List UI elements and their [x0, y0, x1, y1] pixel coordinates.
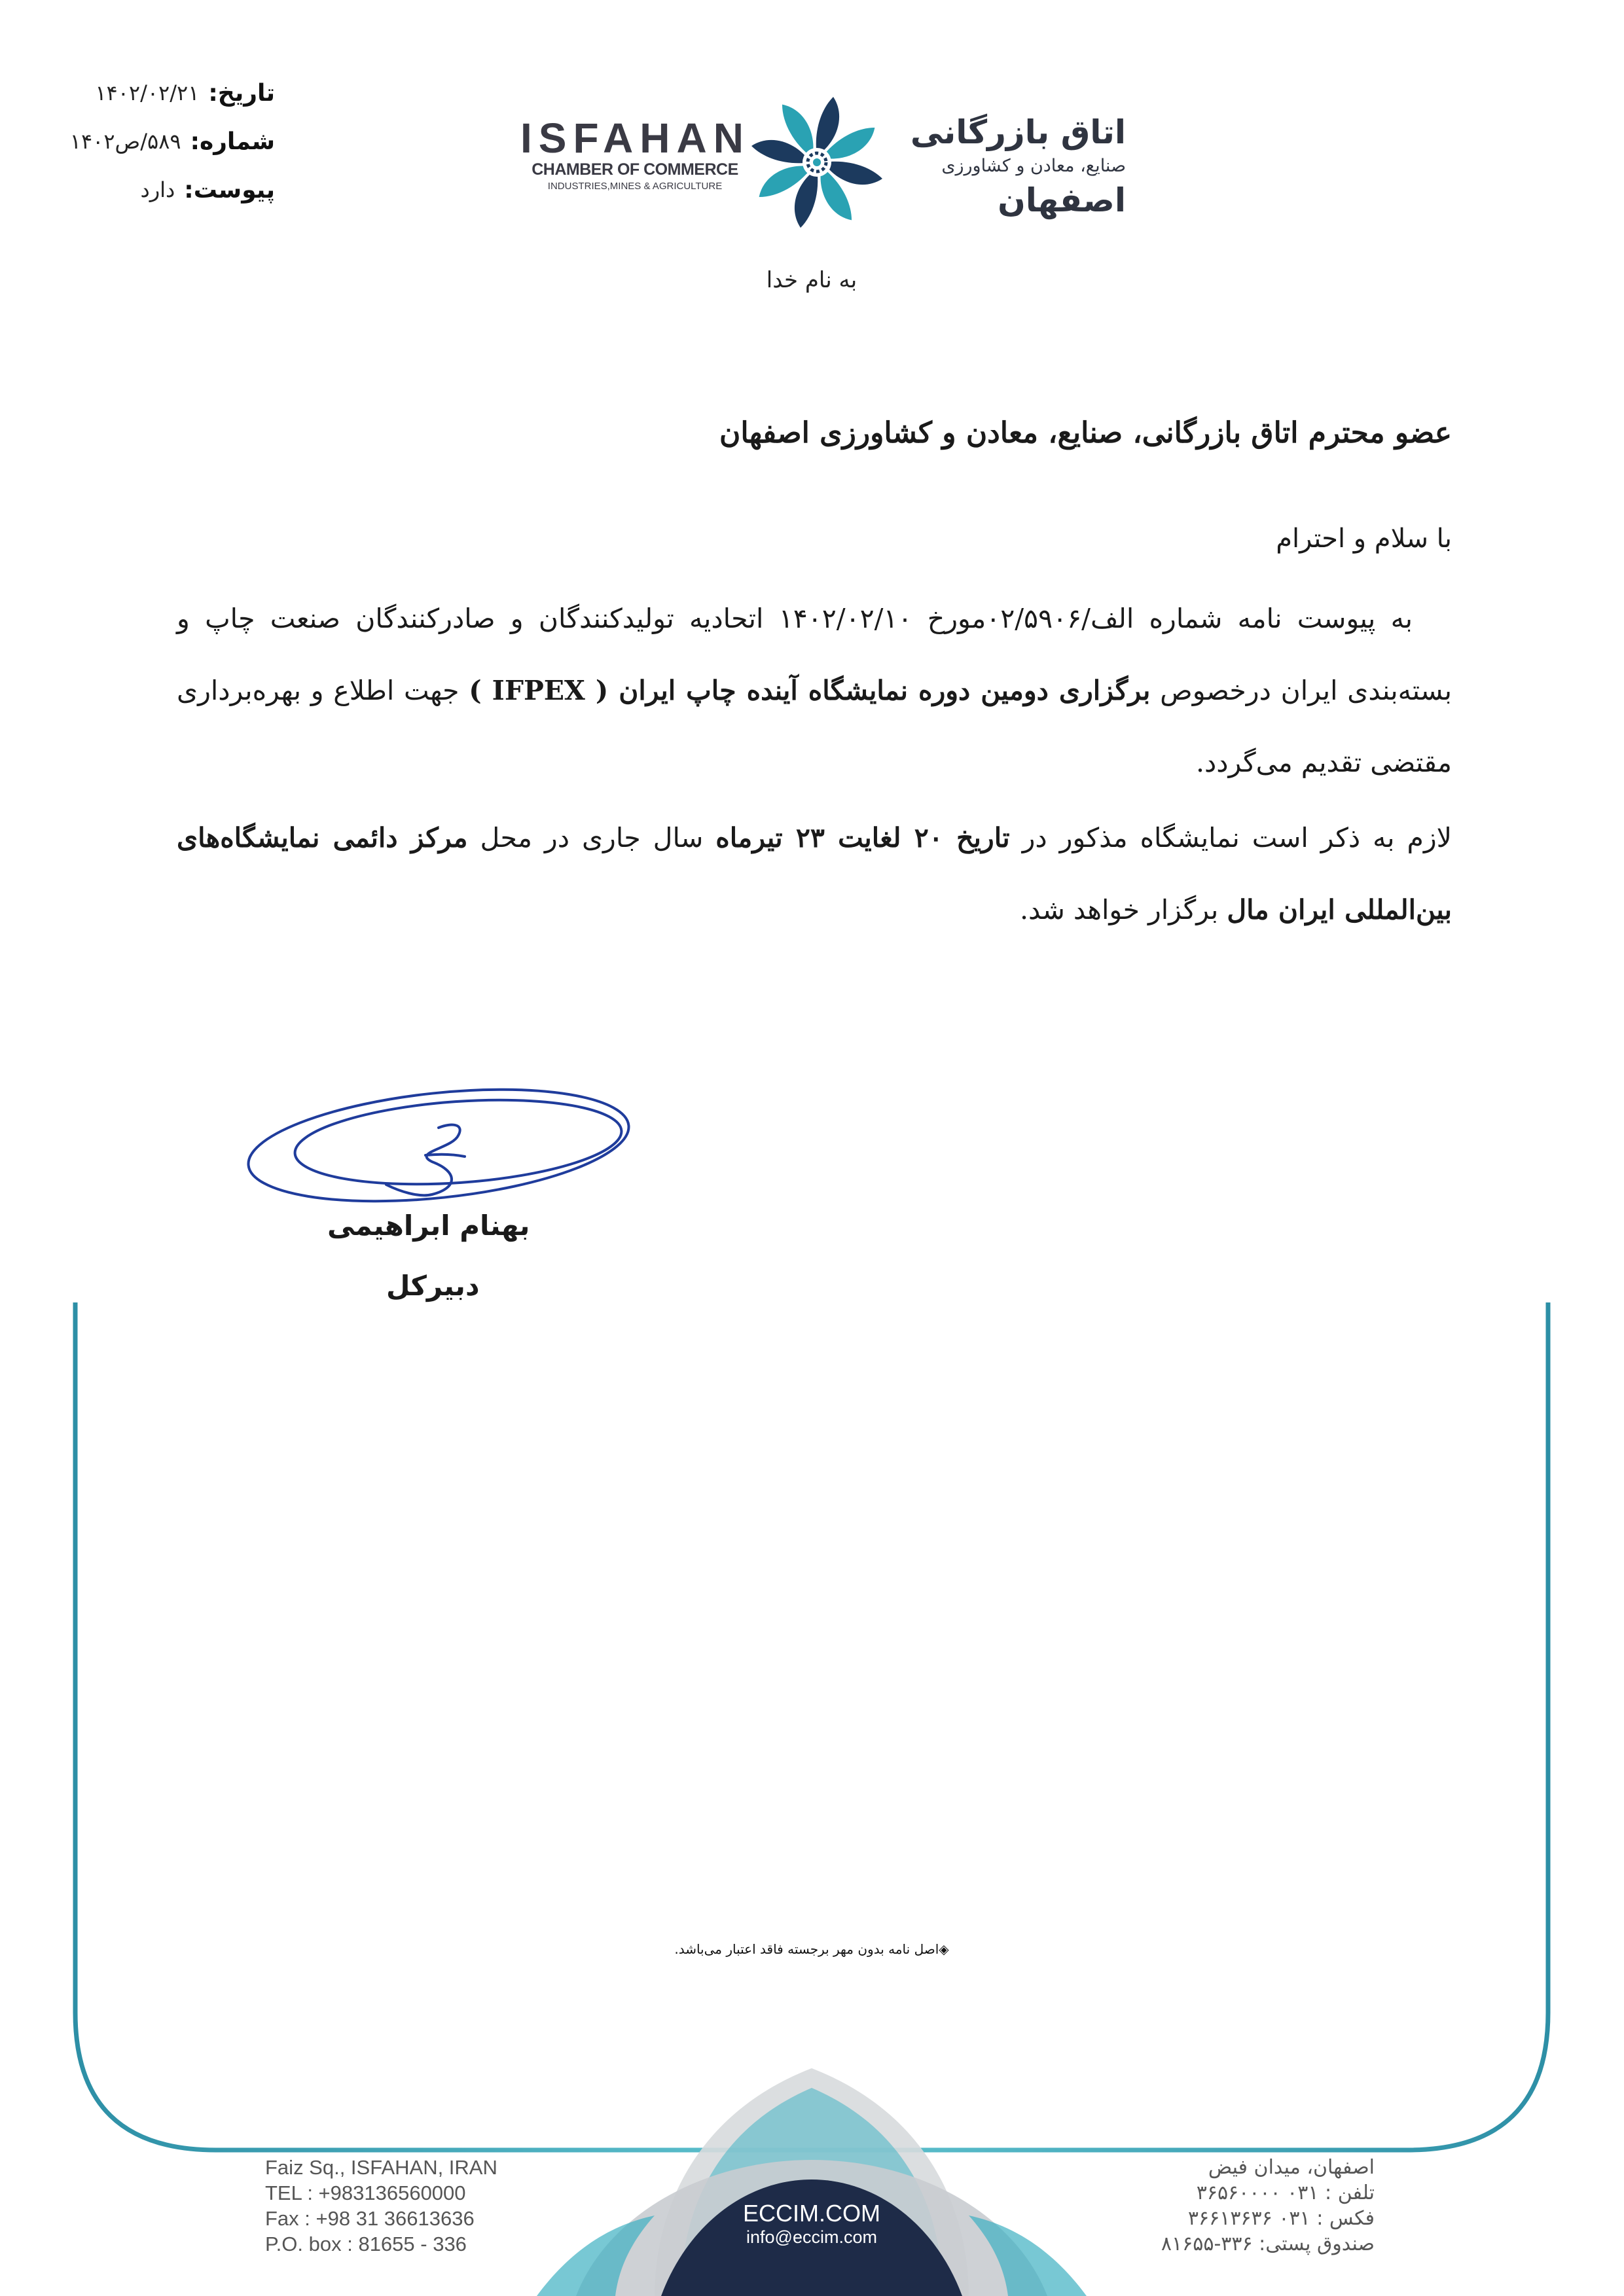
logo-en-subtitle: CHAMBER OF COMMERCE — [532, 160, 738, 179]
footnote-text: اصل نامه بدون مهر برجسته فاقد اعتبار می‌باشد. — [674, 1941, 939, 1957]
paragraph-1-text-b: جهت اطلاع و بهره‌برداری مقتضی تقدیم می‌گردد. — [177, 675, 1452, 778]
logo-fa-title: اتاق بازرگانی — [910, 113, 1126, 151]
footer-web — [713, 2200, 910, 2248]
footer-contact-english — [265, 2155, 527, 2257]
logo-en-title: ISFAHAN — [520, 115, 750, 162]
recipient-line: عضو محترم اتاق بازرگانی، صنایع، معادن و کشاورزی اصفهان — [719, 416, 1452, 450]
footer-emblem — [537, 2068, 1087, 2296]
footer-en-address: Faiz Sq., ISFAHAN, IRAN — [265, 2156, 497, 2179]
footer-email: info@eccim.com — [746, 2227, 877, 2247]
salutation: با سلام و احترام — [1276, 524, 1452, 554]
paragraph-2-text-a: لازم به ذکر است نمایشگاه مذکور در — [1009, 822, 1453, 853]
diamond-bullet-icon: ◈ — [939, 1941, 949, 1957]
logo-en-tagline: INDUSTRIES,MINES & AGRICULTURE — [547, 181, 723, 192]
attachment-label: پیوست: — [184, 176, 275, 204]
number-label: شماره: — [190, 128, 275, 155]
signatory-name: بهنام ابراهیمی — [327, 1210, 530, 1242]
footnote — [655, 1941, 969, 1957]
paragraph-1-bold: برگزاری دومین دوره نمایشگاه آینده چاپ ایران ( IFPEX ) — [469, 675, 1151, 706]
date-row — [39, 69, 275, 117]
footer-en-fax: Fax : +98 31 36613636 — [265, 2207, 475, 2230]
number-value: ۵۸۹/ص۱۴۰۲ — [69, 129, 181, 154]
footer-fa-pobox: صندوق پستی: ۳۳۶-۸۱۶۵۵ — [1161, 2233, 1375, 2255]
date-value: ۱۴۰۲/۰۲/۲۱ — [95, 81, 200, 105]
letter-meta — [39, 69, 275, 214]
footer-en-tel: TEL : +983136560000 — [265, 2181, 466, 2204]
footer-fa-fax: فکس : ۰۳۱ ۳۶۶۱۳۶۳۶ — [1187, 2207, 1375, 2230]
paragraph-2-bold-date: تاریخ ۲۰ لغایت ۲۳ تیرماه — [715, 822, 1010, 853]
paragraph-1-text-a: به پیوست نامه شماره الف/۰۲/۵۹۰۶مورخ ۱۴۰۲/۰۲/۱۰ اتحادیه تولیدکنندگان و صادرکنندگان صنعت چاپ و بسته‌بندی ایران درخصوص — [177, 603, 1453, 706]
paragraph-2 — [177, 802, 1452, 946]
paragraph-2-text-c: برگزار خواهد شد. — [1019, 894, 1227, 925]
signatory-title: دبیرکل — [386, 1270, 480, 1302]
footer-contact-persian — [1113, 2155, 1375, 2257]
paragraph-2-bold-venue: مرکز دائمی نمایشگاه‌های بین‌المللی ایران مال — [177, 822, 1452, 925]
paragraph-1 — [177, 583, 1452, 798]
chamber-emblem-icon — [751, 90, 882, 234]
footer-en-pobox: P.O. box : 81655 - 336 — [265, 2233, 467, 2255]
footer-fa-tel: تلفن : ۰۳۱ ۳۶۵۶۰۰۰۰ — [1196, 2181, 1375, 2204]
number-row — [39, 117, 275, 166]
logo-persian — [890, 111, 1126, 221]
basmala: به نام خدا — [766, 267, 857, 293]
handwritten-signature — [242, 1064, 635, 1221]
logo-english — [520, 117, 749, 194]
paragraph-2-text-b: سال جاری در محل — [467, 822, 716, 853]
footer-website: ECCIM.COM — [743, 2200, 880, 2227]
footer-fa-address: اصفهان، میدان فیض — [1208, 2156, 1375, 2179]
logo-fa-city: اصفهان — [998, 181, 1126, 219]
attachment-row — [39, 166, 275, 214]
date-label: تاریخ: — [208, 79, 275, 107]
logo-fa-subtitle: صنایع، معادن و کشاورزی — [941, 156, 1126, 176]
attachment-value: دارد — [140, 177, 175, 202]
